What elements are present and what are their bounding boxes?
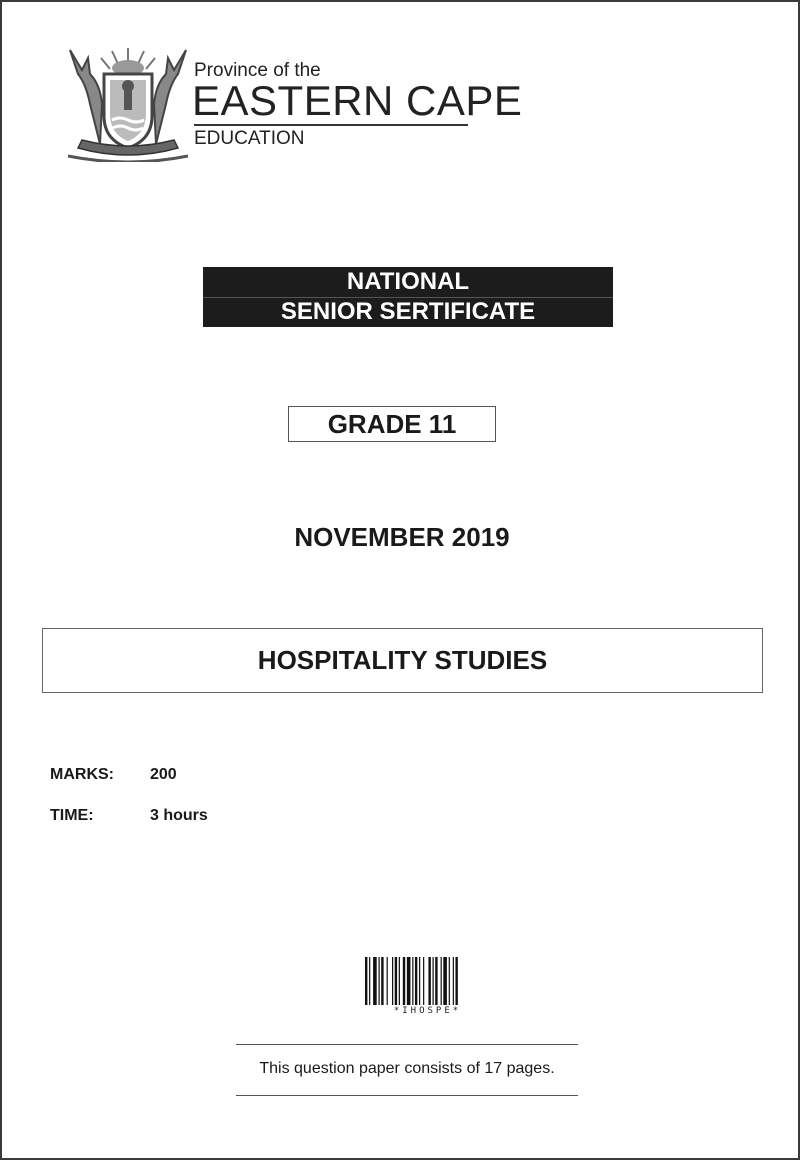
exam-date: NOVEMBER 2019 xyxy=(294,522,510,552)
barcode-icon xyxy=(365,957,490,1005)
header-divider xyxy=(194,124,468,126)
barcode-bar xyxy=(428,957,430,1005)
barcode-bar xyxy=(415,957,417,1005)
barcode-bar xyxy=(412,957,413,1005)
barcode-bar xyxy=(441,957,442,1005)
pages-rule-bottom xyxy=(236,1095,578,1096)
barcode-bar xyxy=(449,957,450,1005)
time-row xyxy=(50,807,208,825)
barcode-text: *IHOSPE* xyxy=(393,1006,462,1016)
page-count-note: This question paper consists of 17 pages. xyxy=(259,1060,555,1077)
nsc-banner xyxy=(203,267,613,327)
barcode-bar xyxy=(373,957,377,1005)
barcode-bar xyxy=(407,957,411,1005)
barcode-bar xyxy=(453,957,454,1005)
banner-line-2: SENIOR SERTIFICATE xyxy=(280,298,536,325)
barcode-bar xyxy=(403,957,405,1005)
province-line: Province of the xyxy=(194,60,321,81)
barcode-bar xyxy=(369,957,370,1005)
barcode-bar xyxy=(379,957,380,1005)
barcode-bar xyxy=(399,957,400,1005)
subject-title: HOSPITALITY STUDIES xyxy=(42,628,763,693)
barcode-bar xyxy=(381,957,383,1005)
grade-label: GRADE 11 xyxy=(288,406,496,442)
marks-row xyxy=(50,766,177,784)
barcode-bar xyxy=(423,957,424,1005)
barcode-bar xyxy=(455,957,457,1005)
department-name: EDUCATION xyxy=(194,128,305,149)
coat-of-arms-icon xyxy=(60,44,196,162)
barcode-bar xyxy=(433,957,434,1005)
barcode-bar xyxy=(365,957,367,1005)
time-value: 3 hours xyxy=(150,807,208,824)
barcode-bar xyxy=(387,957,388,1005)
time-label: TIME: xyxy=(50,807,94,824)
province-name: EASTERN CAPE xyxy=(192,77,523,124)
barcode-bar xyxy=(419,957,420,1005)
marks-value: 200 xyxy=(150,766,177,783)
banner-line-1: NATIONAL xyxy=(346,268,470,295)
pages-rule-top xyxy=(236,1044,578,1045)
barcode-bar xyxy=(435,957,437,1005)
barcode-bar xyxy=(443,957,447,1005)
barcode-bar xyxy=(392,957,393,1005)
barcode-bar xyxy=(395,957,397,1005)
marks-label: MARKS: xyxy=(50,766,114,783)
